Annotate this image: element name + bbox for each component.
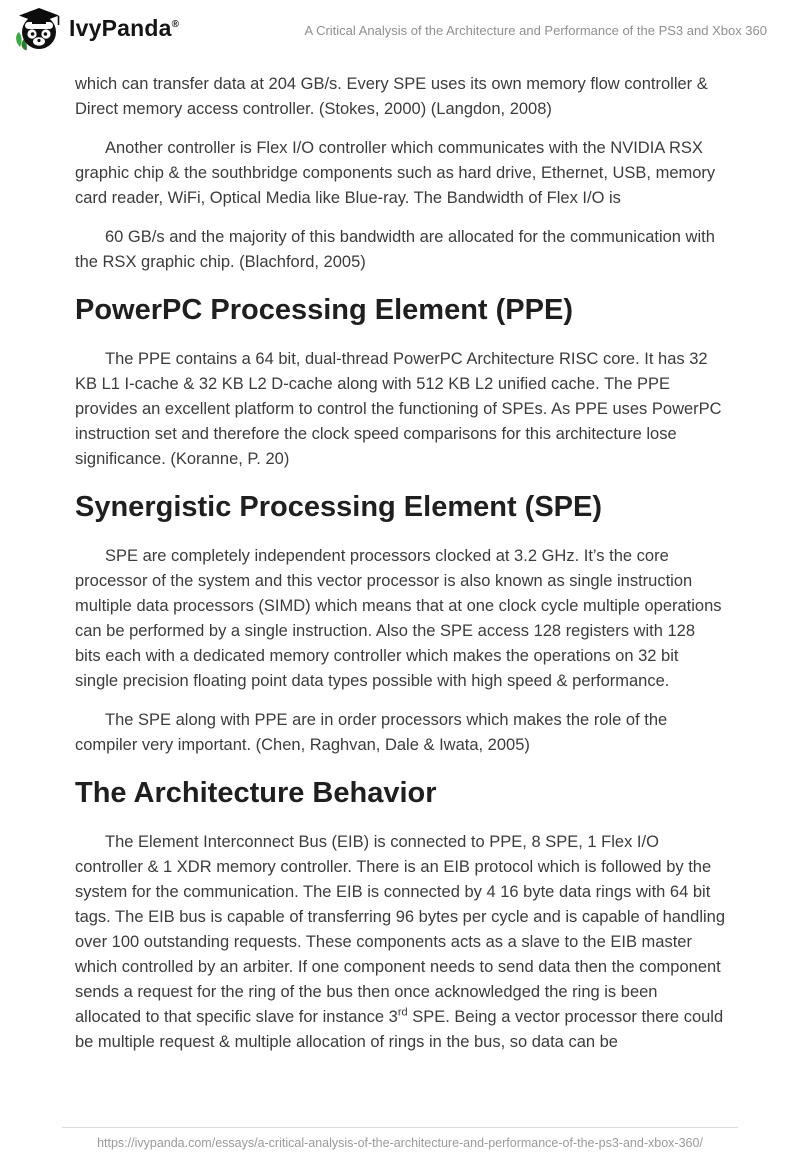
paragraph-spe-2: The SPE along with PPE are in order processors which makes the role of the compiler very important. (Chen, Raghvan, Dale & Iwata, 2005) xyxy=(75,711,668,754)
ivypanda-logo xyxy=(14,6,179,52)
registered-trademark: ® xyxy=(171,19,180,30)
heading-architecture-behavior: The Architecture Behavior xyxy=(75,777,437,809)
ordinal-superscript: rd xyxy=(397,1006,408,1019)
paragraph-flex-io: Another controller is Flex I/O controller which communicates with the NVIDIA RSX graphic chip & the southbridge components such as hard drive, Ethernet, USB, memory card reader, WiFi, Optical Media like Blue-ray. The Bandwidth of Flex I/O is xyxy=(75,139,716,207)
document-header-title: A Critical Analysis of the Architecture and Performance of the PS3 and Xbox 360 xyxy=(304,23,767,38)
footer xyxy=(0,1127,800,1150)
header xyxy=(0,0,800,52)
paragraph-architecture-behavior xyxy=(75,830,725,1055)
paragraph-text: The Element Interconnect Bus (EIB) is connected to PPE, 8 SPE, 1 Flex I/O controller & 1 XDR memory controller. There is an EIB protocol which is followed by the system for the communication. The EIB is connected by 4 16 byte data rings with 64 bit tags. The EIB bus is capable of transferring 96 bytes per cycle and is capable of handling over 100 outstanding requests. These components acts as a slave to the EIB master which controlled by an arbiter. If one component needs to send data then the component sends a request for the ring of the bus then once acknowledged the ring is been allocated to that specific slave for instance 3 xyxy=(75,833,726,1026)
paragraph-spe-1: SPE are completely independent processors clocked at 3.2 GHz. It’s the core processor of the system and this vector processor is also known as single instruction multiple data processors (SIMD) which means that at one clock cycle multiple operations can be performed by a single instruction. Also the SPE access 128 registers with 128 bits each with a dedicated memory controller which makes the operations on 32 bit single precision floating point data types possible with high speed & performance. xyxy=(75,547,722,690)
paragraph-bandwidth: 60 GB/s and the majority of this bandwidth are allocated for the communication with the RSX graphic chip. (Blachford, 2005) xyxy=(75,228,715,271)
paragraph-ppe: The PPE contains a 64 bit, dual-thread PowerPC Architecture RISC core. It has 32 KB L1 I-cache & 32 KB L2 D-cache along with 512 KB L2 unified cache. The PPE provides an excellent platform to control the functioning of SPEs. As PPE uses PowerPC instruction set and therefore the clock speed comparisons for this architecture lose significance. (Koranne, P. 20) xyxy=(75,350,722,468)
panda-graduation-cap-icon xyxy=(14,6,60,52)
logo-text xyxy=(69,15,179,42)
document-body xyxy=(0,52,800,1055)
paragraph-transfer-rate: which can transfer data at 204 GB/s. Every SPE uses its own memory flow controller & Direct memory access controller. (Stokes, 2000) (Langdon, 2008) xyxy=(75,75,708,118)
source-url: https://ivypanda.com/essays/a-critical-analysis-of-the-architecture-and-performance-of-the-ps3-and-xbox-360/ xyxy=(97,1136,703,1150)
logo-wordmark: IvyPanda xyxy=(69,15,172,41)
paragraph-text: SPE. Being a vector processor there could be multiple request & multiple allocation of rings in the bus, so data can be xyxy=(75,1008,724,1051)
heading-spe: Synergistic Processing Element (SPE) xyxy=(75,491,603,523)
heading-ppe: PowerPC Processing Element (PPE) xyxy=(75,294,573,326)
